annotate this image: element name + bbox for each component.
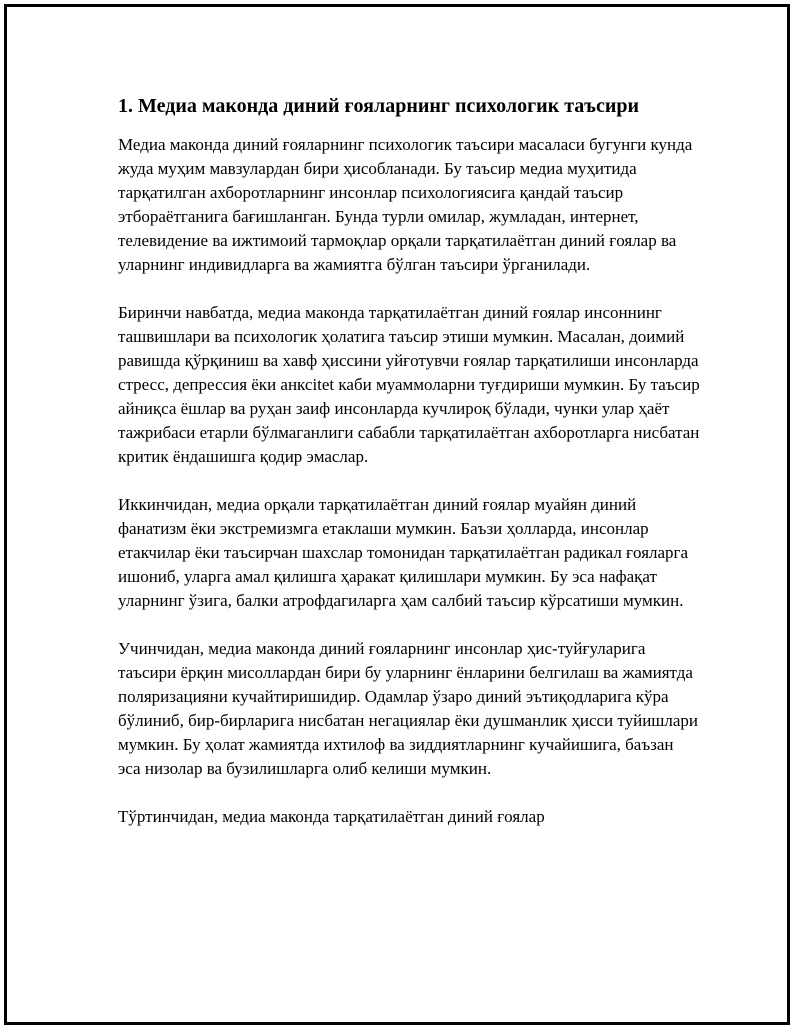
paragraph-2: Биринчи навбатда, медиа маконда тарқатилаётган диний ғоялар инсоннинг ташвишлари ва психологик ҳолатига таъсир этиши мумкин. Масалан, доимий равишда қўрқиниш ва хавф ҳиссини уйғотувчи ғоялар тарқатилиши инсонларда стресс, депрессия ёки анксitet каби муаммоларни туғдириши мумкин. Бу таъсир айниқса ёшлар ва руҳан заиф инсонларда кучлироқ бўлади, чунки улар ҳаёт тажрибаси етарли бўлмаганлиги сабабли тарқатилаётган ахборотларга нисбатан критик ёндашишга қодир эмаслар. [118, 303, 700, 466]
section-heading: 1. Медиа маконда диний ғояларнинг психологик таъсири [118, 95, 640, 117]
document-body [118, 92, 700, 853]
paragraph-5: Тўртинчидан, медиа маконда тарқатилаётган диний ғоялар [118, 807, 545, 826]
paragraph-4: Учинчидан, медиа маконда диний ғояларнинг инсонлар ҳис-туйғуларига таъсири ёрқин мисоллардан бири бу уларнинг ёнларини белгилаш ва жамиятда поляризацияни кучайтиришидир. Одамлар ўзаро диний эътиқодларига кўра бўлиниб, бир-бирларига нисбатан негациялар ёки душманлик ҳисси туйишлари мумкин. Бу ҳолат жамиятда ихтилоф ва зиддиятларнинг кучайишига, баъзан эса низолар ва бузилишларга олиб келиши мумкин. [118, 639, 699, 778]
paragraph-3: Иккинчидан, медиа орқали тарқатилаётган диний ғоялар муайян диний фанатизм ёки экстремизмга етаклаши мумкин. Баъзи ҳолларда, инсонлар етакчилар ёки таъсирчан шахслар томонидан тарқатилаётган радикал ғояларга ишониб, уларга амал қилишга ҳаракат қилишлари мумкин. Бу эса нафақат уларнинг ўзига, балки атрофдагиларга ҳам салбий таъсир кўрсатиши мумкин. [118, 495, 689, 610]
paragraph-1: Медиа маконда диний ғояларнинг психологик таъсири масаласи бугунги кунда жуда муҳим мавзулардан бири ҳисобланади. Бу таъсир медиа муҳитида тарқатилган ахборотларнинг инсонлар психологиясига қандай таъсир этбораётганига бағишланган. Бунда турли омилар, жумладан, интернет, телевидение ва ижтимоий тармоқлар орқали тарқатилаётган диний ғоялар ва уларнинг индивидларга ва жамиятга бўлган таъсири ўрганилади. [118, 135, 693, 274]
